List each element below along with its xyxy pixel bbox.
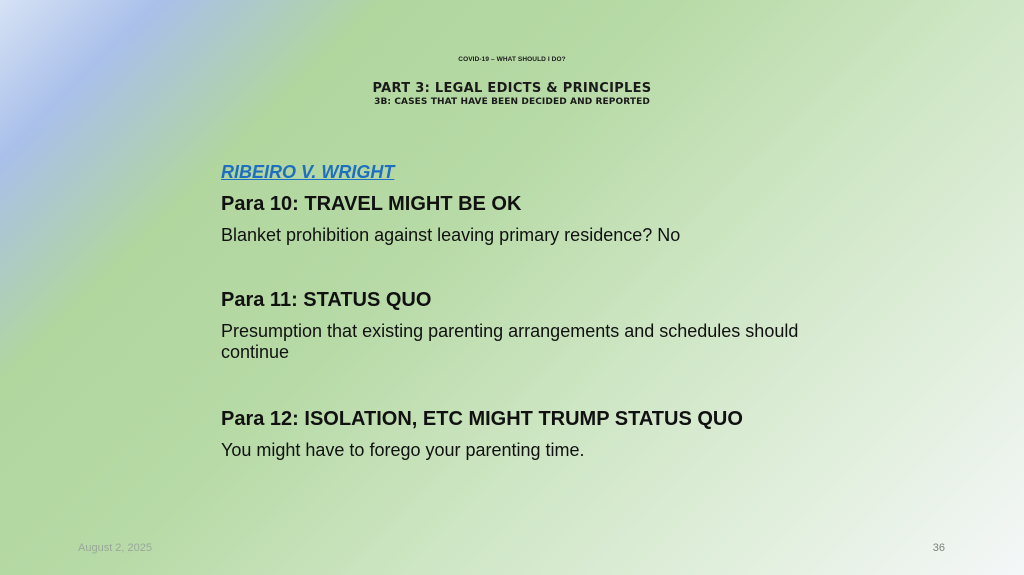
footer-date: August 2, 2025 (78, 542, 153, 554)
page-number: 36 (932, 542, 945, 554)
section-heading: Para 12: ISOLATION, ETC MIGHT TRUMP STATUS QUO (221, 408, 743, 430)
section-text: You might have to forego your parenting time. (221, 440, 585, 460)
title-block (240, 56, 784, 107)
slide-content (221, 160, 841, 461)
spacer (221, 246, 841, 280)
section-heading: Para 10: TRAVEL MIGHT BE OK (221, 193, 522, 215)
slide-subtitle: 3B: CASES THAT HAVE BEEN DECIDED AND REPORTED (374, 97, 650, 107)
case-link[interactable]: RIBEIRO V. WRIGHT (221, 162, 395, 182)
slide-title: PART 3: LEGAL EDICTS & PRINCIPLES (372, 81, 652, 96)
section-text: Blanket prohibition against leaving primary residence? No (221, 225, 681, 245)
section-text: Presumption that existing parenting arrangements and schedules should continue (221, 321, 799, 362)
spacer (221, 363, 841, 399)
slide-supertitle: COVID-19 – WHAT SHOULD I DO? (458, 56, 566, 63)
section-heading: Para 11: STATUS QUO (221, 289, 432, 311)
